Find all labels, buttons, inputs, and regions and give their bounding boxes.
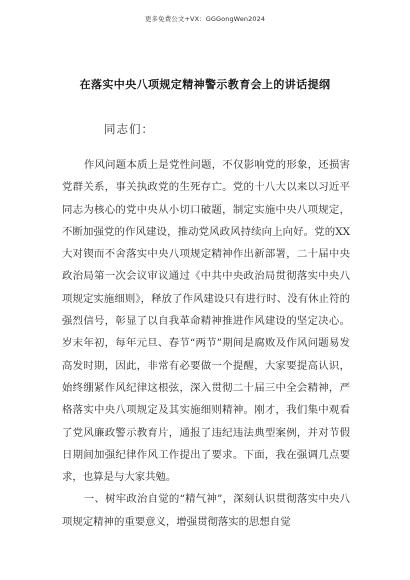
section-heading-paragraph: 一、树牢政治自觉的“精气神”，深刻认识贯彻落实中央八项规定精神的重要意义，增强贯彻落实的思想自觉 <box>62 493 350 528</box>
body-paragraph: 作风问题本质上是党性问题，不仅影响党的形象，还损害党群关系，事关执政党的生死存亡。党的十八大以来以习近平同志为核心的党中央从小切口破题，制定实施中央八项规定，不断加强党的作风建设，推动党风政风持续向上向好。党的XX大对锲而不舍落实中央八项规定精神作出新部署，二十届中央政治局第一次会议审议通过《中共中央政治局贯彻落实中央八项规定实施细则》，释放了作风建设只有进行时、没有休止符的强烈信号，彰显了以自我革命精神推进作风建设的坚定决心。岁末年初，每年元旦、春节“两节”期间是腐败及作风问题易发高发时期，因此，非常有必要做一个提醒，大家要提高认识，始终绷紧作风纪律这根弦，深入贯彻二十届三中全会精神，严格落实中央八项规定及其实施细则精神。刚才，我们集中观看了党风廉政警示教育片，通报了违纪违法典型案例，并对节假日期间加强纪律作风工作提出了要求。下面，我在强调几点要求，也算是与大家共勉。 <box>62 159 350 484</box>
document-body <box>62 154 350 533</box>
header-promo-note: 更多免费公文+VX：GGGongWen2024 <box>144 15 266 23</box>
salutation: 同志们： <box>104 122 154 136</box>
document-title: 在落实中央八项规定精神警示教育会上的讲话提纲 <box>79 78 331 91</box>
